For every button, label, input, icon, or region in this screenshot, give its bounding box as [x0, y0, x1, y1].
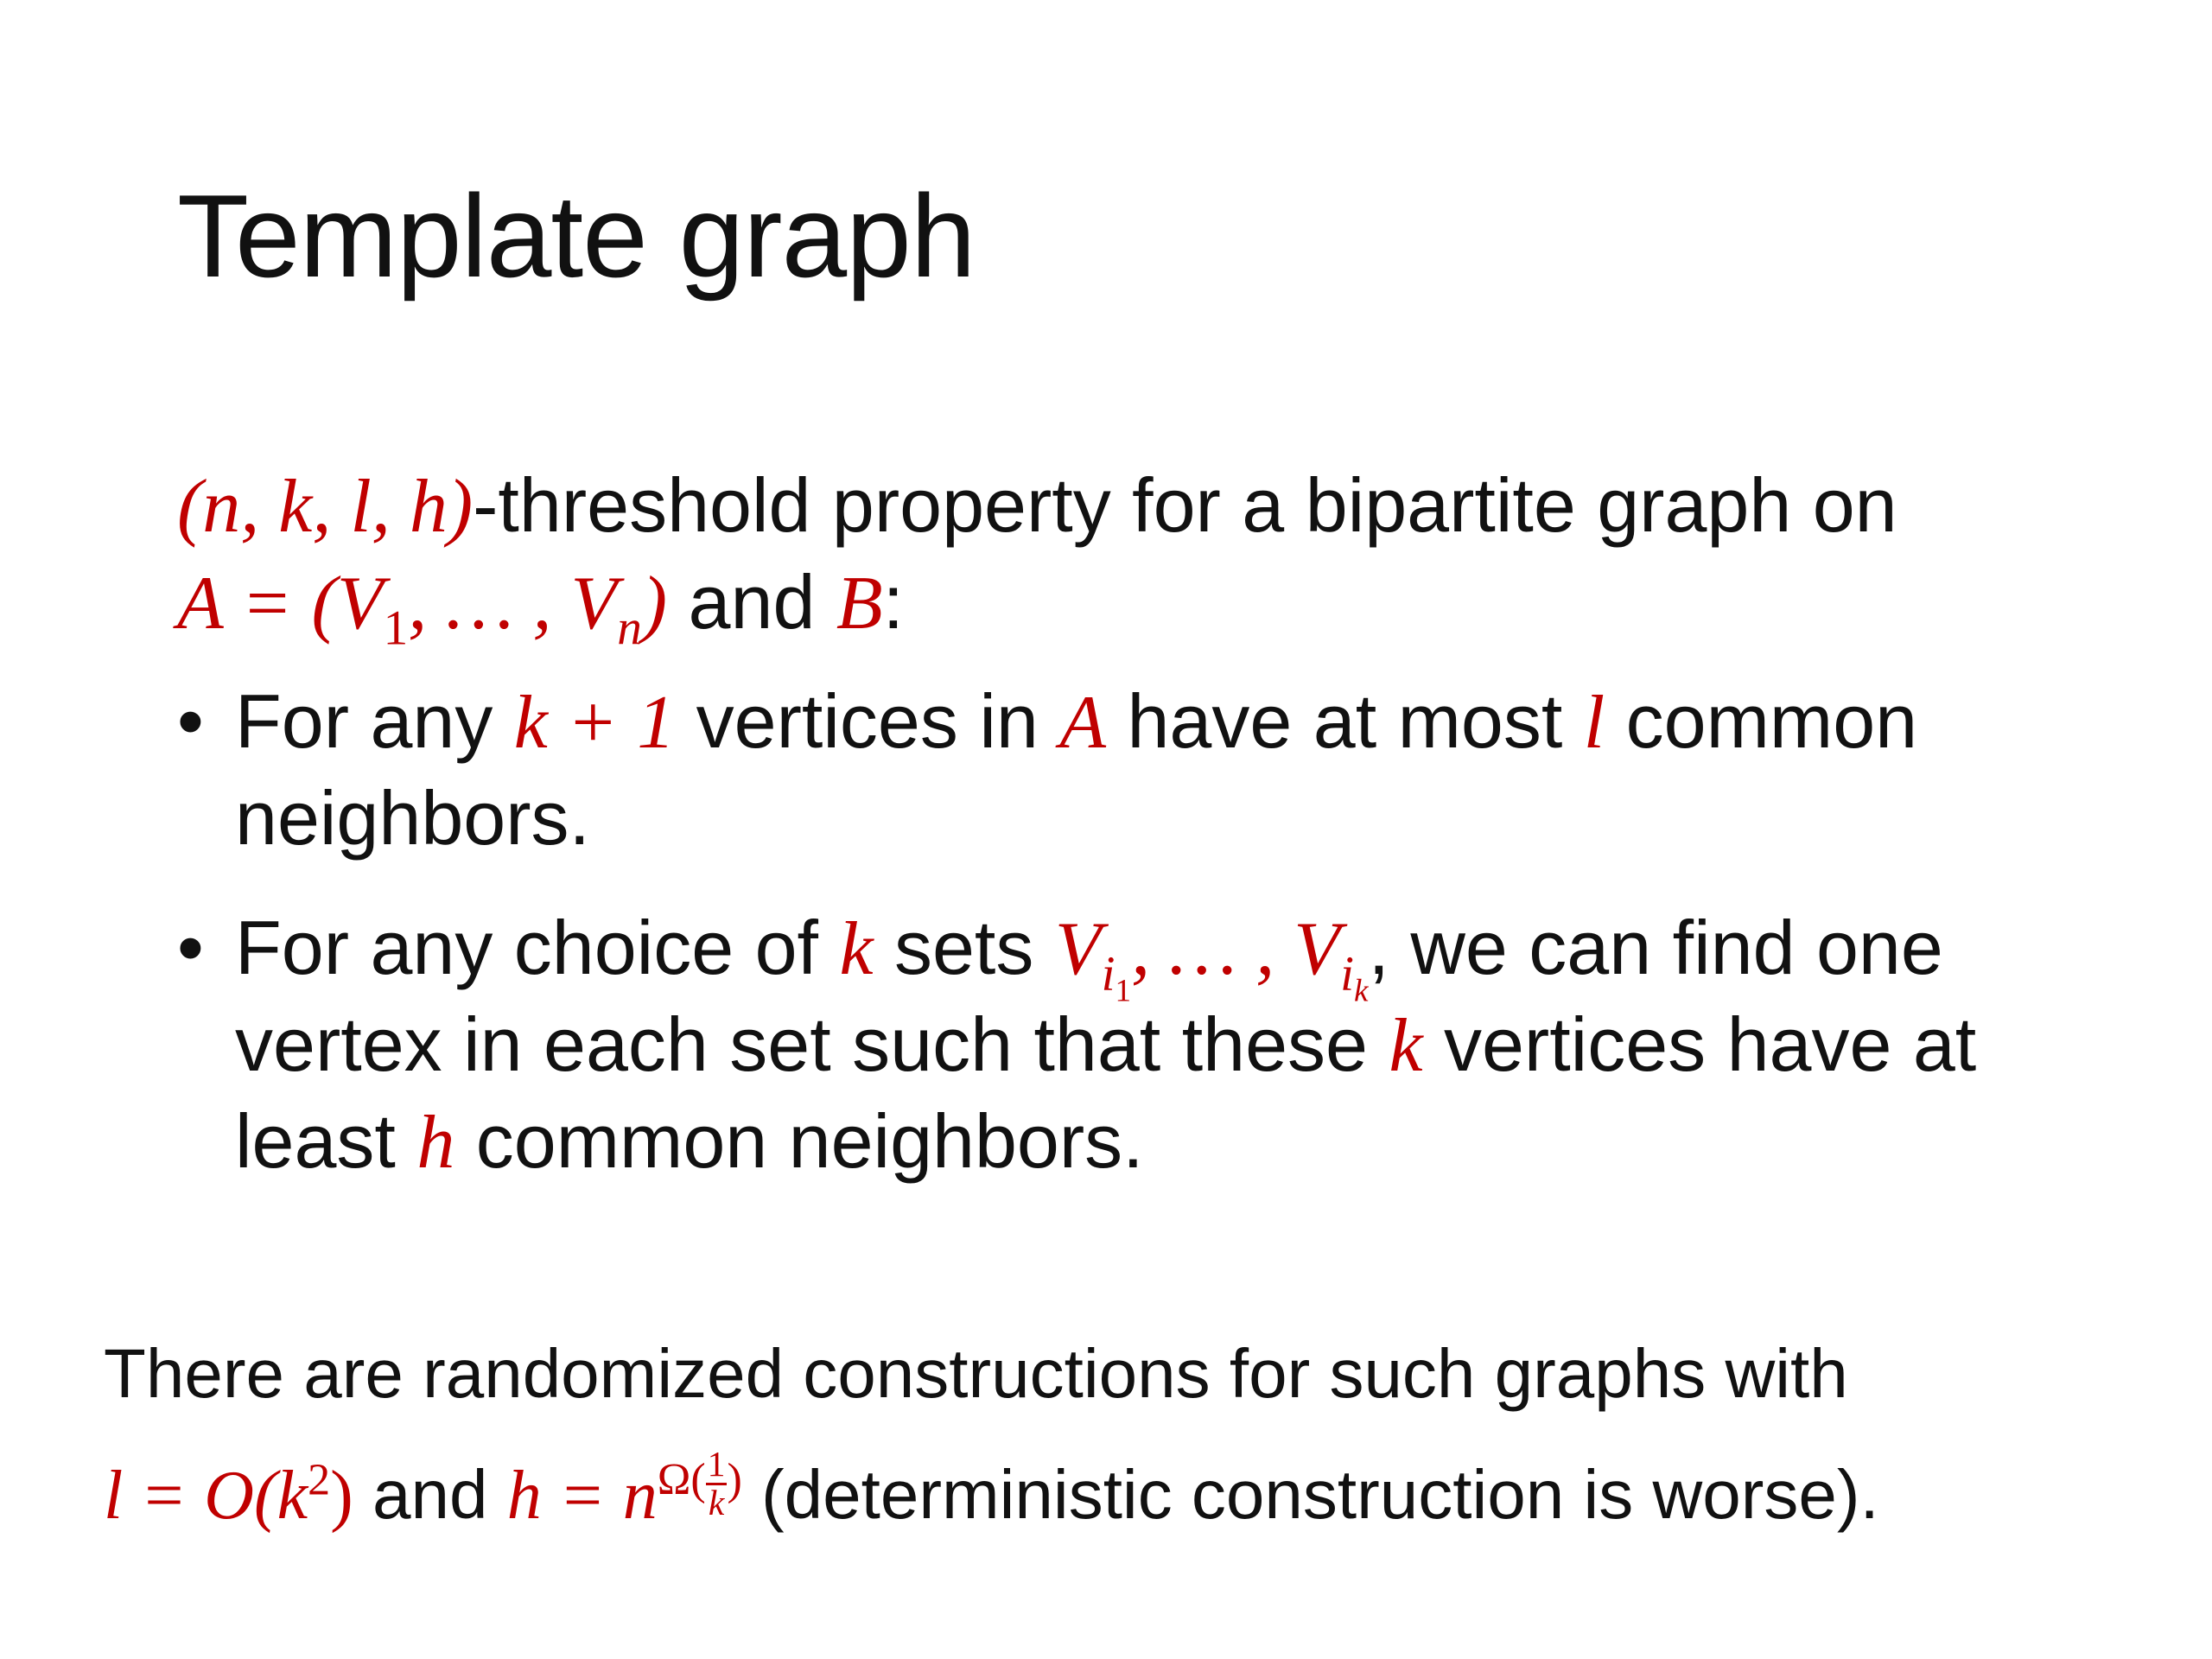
math-h-fraction	[706, 1446, 728, 1521]
math-B: B	[836, 562, 883, 645]
sets-V-pre: V	[1054, 907, 1102, 991]
bullet-list	[177, 674, 2078, 1225]
math-A-definition	[177, 562, 668, 656]
footer-math-l	[104, 1455, 353, 1534]
bullet1-text-2: vertices in	[675, 678, 1060, 764]
bullet-dot-icon: •	[177, 905, 204, 990]
math-l-pre: l = O(k	[104, 1458, 308, 1534]
math-A-sub1: 1	[383, 601, 409, 656]
bullet2-text-1: For any choice of	[235, 905, 840, 990]
footer-line-1: There are randomized constructions for such graphs with	[104, 1335, 1848, 1412]
math-h-pre: h = n	[506, 1458, 658, 1534]
math-A-subn: n	[617, 601, 642, 656]
bullet1-math-2: A	[1059, 681, 1107, 765]
intro-text-1: -threshold property for a bipartite graph on	[473, 462, 1897, 548]
bullet1-text-4: common neighbors.	[235, 678, 1918, 861]
footer-math-h	[506, 1444, 742, 1534]
bullet2-text-5: common neighbors.	[454, 1098, 1144, 1184]
intro-paragraph	[177, 458, 2078, 656]
footer-paragraph	[104, 1313, 2160, 1556]
sets-sub-ik: i	[1340, 946, 1354, 1001]
frac-den: k	[708, 1482, 725, 1522]
bullet-item-2	[177, 900, 2078, 1191]
math-A-mid: , … , V	[408, 562, 618, 645]
math-A-pre: A = (V	[177, 562, 384, 645]
bullet2-math-3: k	[1389, 1004, 1423, 1088]
math-h-omega: Ω(	[657, 1455, 706, 1505]
sets-sub-i1: i	[1101, 946, 1116, 1001]
sets-sub-k: k	[1353, 973, 1369, 1009]
math-A-post: )	[641, 562, 668, 645]
footer-text-and: and	[353, 1456, 507, 1533]
slide-title: Template graph	[177, 170, 976, 302]
intro-text-2: and	[667, 559, 836, 645]
bullet-dot-icon: •	[177, 678, 204, 764]
bullet2-text-2: sets	[873, 905, 1055, 990]
math-l-post: )	[330, 1458, 353, 1534]
math-tuple: (n, k, l, h)	[177, 465, 474, 549]
bullet2-math-sets	[1054, 907, 1369, 1009]
footer-text-2: (deterministic construction is worse).	[741, 1456, 1879, 1533]
frac-num: 1	[707, 1444, 726, 1484]
bullet-item-1	[177, 674, 2078, 866]
sets-sub-1: 1	[1115, 973, 1132, 1009]
bullet2-math-4: h	[416, 1101, 455, 1185]
math-l-sup: 2	[308, 1455, 331, 1505]
bullet2-text-4: vertices have at least	[235, 1001, 1977, 1184]
bullet1-text-1: For any	[235, 678, 514, 764]
bullet1-math-3: l	[1583, 681, 1605, 765]
bullet2-math-1: k	[839, 907, 874, 991]
sets-V-mid: , … , V	[1131, 907, 1341, 991]
bullet1-text-3: have at most	[1106, 678, 1584, 764]
intro-text-3: :	[882, 559, 905, 645]
bullet1-math-1: k + 1	[513, 681, 676, 765]
math-h-close: )	[727, 1455, 742, 1505]
bullet2-text-3: , we can find one vertex in each set such that these	[235, 905, 1943, 1087]
